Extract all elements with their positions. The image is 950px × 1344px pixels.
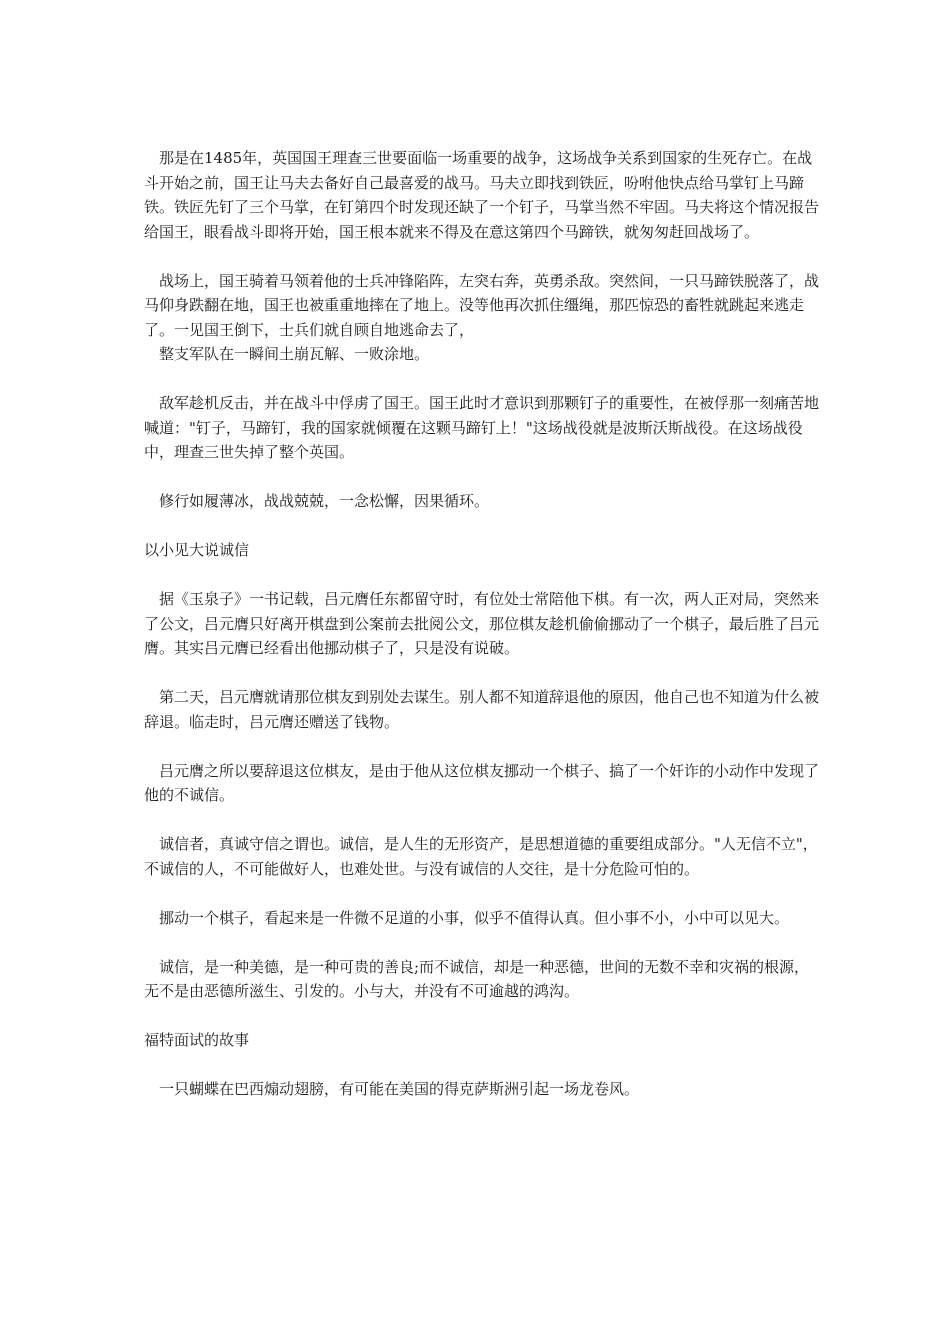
paragraph-moral: 修行如履薄冰，战战兢兢，一念松懈，因果循环。: [159, 492, 490, 510]
paragraph-gap: [144, 465, 824, 490]
section-heading-ford-interview: 福特面试的故事: [144, 1031, 250, 1049]
paragraph-army-collapse: 整支军队在一瞬间土崩瓦解、一败涂地。: [159, 345, 430, 363]
section-heading-integrity: 以小见大说诚信: [144, 541, 250, 559]
paragraph-gap: [144, 734, 824, 759]
paragraph-dismissal: 第二天，吕元膺就请那位棋友到别处去谋生。别人都不知道辞退他的原因，他自己也不知道为什么被辞退。临走时，吕元膺还赠送了钱物。: [144, 688, 820, 731]
paragraph-battlefield: 战场上，国王骑着马领着他的士兵冲锋陷阵，左突右奔，英勇杀敌。突然间，一只马蹄铁脱落了，战马仰身跌翻在地，国王也被重重地摔在了地上。没等他再次抓住缰绳，那匹惊恐的畜牲就跳起来逃走了。一见国王倒下，士兵们就自顾自地逃命去了，: [144, 271, 820, 339]
paragraph-virtue: 诚信，是一种美德，是一种可贵的善良;而不诚信，却是一种恶德，世间的无数不幸和灾祸的根源，无不是由恶德所滋生、引发的。小与大，并没有不可逾越的鸿沟。: [144, 957, 810, 1000]
paragraph-gap: [144, 881, 824, 906]
paragraph-gap: [144, 661, 824, 686]
paragraph-gap: [144, 1053, 824, 1078]
paragraph-gap: [144, 808, 824, 833]
paragraph-gap: [144, 244, 824, 269]
paragraph-gap: [144, 367, 824, 392]
document-body: [144, 146, 824, 1102]
paragraph-king-captured: 敌军趁机反击，并在战斗中俘虏了国王。国王此时才意识到那颗钉子的重要性，在被俘那一刻痛苦地喊道："钉子，马蹄钉，我的国家就倾覆在这颗马蹄钉上！"这场战役就是波斯沃斯战役。在这场战役中，理查三世失掉了整个英国。: [144, 394, 820, 461]
paragraph-small-things: 挪动一个棋子，看起来是一件微不足道的小事，似乎不值得认真。但小事不小，小中可以见大。: [159, 908, 790, 927]
paragraph-battle-intro: 那是在1485年，英国国王理查三世要面临一场重要的战争，这场战争关系到国家的生死存亡。在战斗开始之前，国王让马夫去备好自己最喜爱的战马。马夫立即找到铁匠，吩咐他快点给马掌钉上马蹄铁。铁匠先钉了三个马掌，在钉第四个时发现还缺了一个钉子，马掌当然不牢固。马夫将这个情况报告给国王，眼看战斗即将开始，国王根本就来不得及在意这第四个马蹄铁，就匆匆赶回战场了。: [144, 149, 820, 241]
paragraph-gap: [144, 1004, 824, 1029]
paragraph-reason: 吕元膺之所以要辞退这位棋友，是由于他从这位棋友挪动一个棋子、搞了一个奸诈的小动作中发现了他的不诚信。: [144, 761, 820, 804]
paragraph-gap: [144, 930, 824, 955]
paragraph-integrity-definition: 诚信者，真诚守信之谓也。诚信，是人生的无形资产，是思想道德的重要组成部分。"人无信不立"，不诚信的人，不可能做好人，也难处世。与没有诚信的人交往，是十分危险可怕的。: [144, 835, 818, 878]
paragraph-yuquanzi: 据《玉泉子》一书记载，吕元膺任东都留守时，有位处士常陪他下棋。有一次，两人正对局，突然来了公文，吕元膺只好离开棋盘到公案前去批阅公文，那位棋友趁机偷偷挪动了一个棋子，最后胜了吕元膺。其实吕元膺已经看出他挪动棋子了，只是没有说破。: [144, 590, 820, 657]
paragraph-gap: [144, 563, 824, 588]
paragraph-gap: [144, 514, 824, 539]
paragraph-butterfly: 一只蝴蝶在巴西煽动翅膀，有可能在美国的得克萨斯洲引起一场龙卷风。: [159, 1080, 640, 1098]
